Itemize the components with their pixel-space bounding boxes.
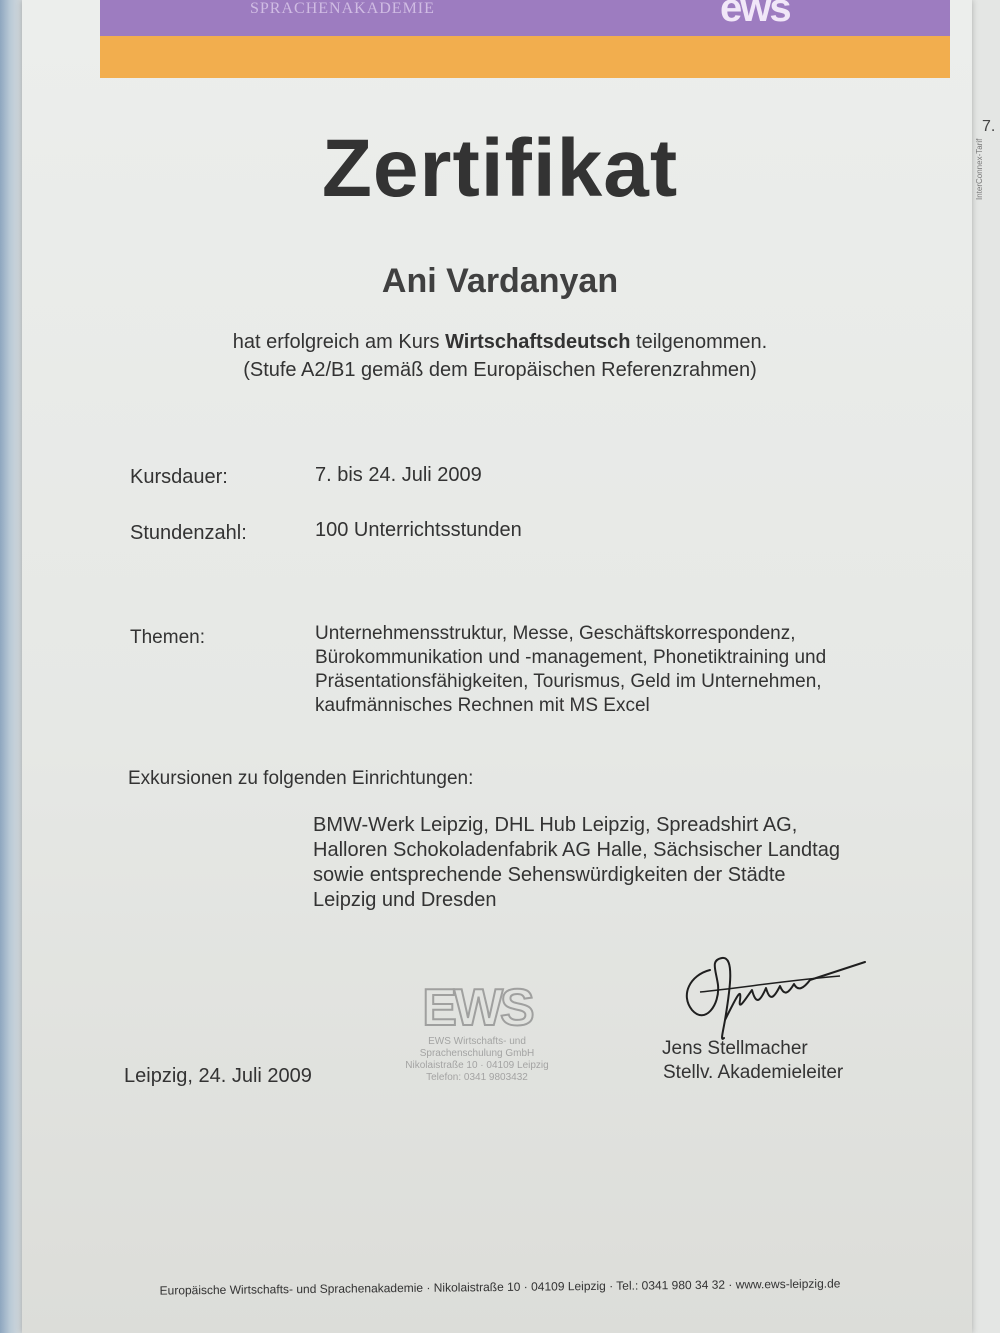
excursions-line: BMW-Werk Leipzig, DHL Hub Leipzig, Spreadshirt AG,: [313, 814, 798, 836]
excursions-list: [313, 813, 840, 913]
recipient-name: Ani Vardanyan: [381, 262, 619, 300]
duration-value: 7. bis 24. Juli 2009: [315, 464, 482, 486]
topics-line: Unternehmensstruktur, Messe, Geschäftskorrespondenz,: [315, 623, 796, 644]
signer-title: Stellv. Akademieleiter: [663, 1062, 844, 1083]
intro-line: [0, 328, 1000, 356]
course-name: Wirtschaftsdeutsch: [445, 331, 631, 353]
side-page-number: 7.: [982, 118, 996, 135]
topics-line: Bürokommunikation und -management, Phonetiktraining und: [315, 647, 827, 668]
stamp-line: Telefon: 0341 9803432: [426, 1072, 528, 1083]
excursions-line: sowie entsprechende Sehenswürdigkeiten der Städte: [313, 864, 786, 886]
topics-line: kaufmännisches Rechnen mit MS Excel: [315, 695, 650, 716]
hours-label: Stundenzahl:: [130, 522, 247, 544]
header-band-text: SPRACHENAKADEMIE: [250, 0, 435, 17]
certificate-title: Zertifikat: [321, 123, 679, 214]
level-line: (Stufe A2/B1 gemäß dem Europäischen Referenzrahmen): [243, 359, 757, 381]
intro-before: hat erfolgreich am Kurs: [232, 331, 446, 353]
company-stamp: [382, 980, 572, 1100]
duration-label: Kursdauer:: [130, 466, 228, 488]
excursions-line: Halloren Schokoladenfabrik AG Halle, Sächsischer Landtag: [313, 839, 840, 861]
signer-name: Jens Stellmacher: [662, 1038, 808, 1059]
stamp-line: Nikolaistraße 10 · 04109 Leipzig: [405, 1060, 549, 1071]
stamp-logo: EWS: [422, 979, 532, 1037]
intro-text: [0, 328, 1000, 384]
signature-image: [680, 950, 870, 1050]
side-note-text: InterConnex-Tarif: [975, 138, 984, 200]
topics-label: Themen:: [130, 627, 205, 648]
ews-logo: ews: [720, 0, 790, 30]
header-band-purple: [100, 0, 950, 40]
topics-list: [315, 622, 826, 718]
stamp-line: Sprachenschulung GmbH: [419, 1048, 535, 1059]
place-date: Leipzig, 24. Juli 2009: [124, 1065, 312, 1087]
footer-address: Europäische Wirtschafts- und Sprachenakademie · Nikolaistraße 10 · 04109 Leipzig · Tel.: 0341 980 34 32 · www.ews-leipzig.de: [159, 1276, 841, 1298]
excursions-label: Exkursionen zu folgenden Einrichtungen:: [128, 768, 474, 789]
hours-value: 100 Unterrichtsstunden: [315, 519, 522, 541]
intro-after: teilgenommen.: [630, 331, 768, 353]
excursions-line: Leipzig und Dresden: [313, 889, 497, 911]
stamp-line: EWS Wirtschafts- und: [428, 1036, 526, 1047]
topics-line: Präsentationsfähigkeiten, Tourismus, Geld im Unternehmen,: [315, 671, 822, 692]
header-band-orange: [100, 36, 950, 78]
